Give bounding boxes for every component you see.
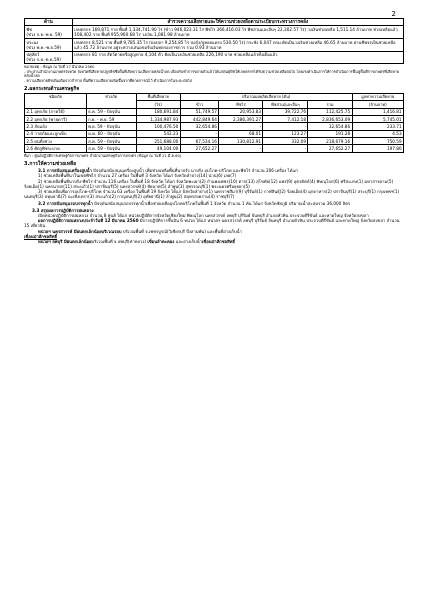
dam-name: เขื่อนป่าสักชลสิทธิ์ xyxy=(24,233,58,239)
header-value-unit: (ล้านบาท) xyxy=(352,101,403,108)
paragraph-text: บริเวณพื้นที่ จ.เพชรบูรณ์(วิเชียรบุรี บึงสามพัน) และพื้นที่อ่างเก็บน้ำ xyxy=(121,228,242,234)
header-aspect: ด้าน xyxy=(25,19,73,26)
rain-status: มีฝนตกเล็กน้อย xyxy=(63,238,92,244)
table-cell-rice: 27,652.27 xyxy=(180,145,219,152)
table-cell-period: ส.ค. 59 - ปัจจุบัน xyxy=(86,145,136,152)
table-cell-area: 49,104.00 xyxy=(136,145,180,152)
table-cell-area: 100,476.50 xyxy=(136,123,180,130)
table-cell-total: 32,654.86 xyxy=(308,123,352,130)
table-cell-period: ม.ค. 60 - ปัจจุบัน xyxy=(86,130,136,137)
economic-impact-table xyxy=(24,93,404,153)
note-line: หมายเหตุ : ข้อมูล ณ วันที่ 17 มีนาคม 2560 xyxy=(24,65,95,70)
header-area-unit: (ไร่) xyxy=(136,101,180,108)
unit-name: หน่วยฯ ลพบุรี xyxy=(38,238,64,244)
table-row xyxy=(25,130,404,137)
header-period: ช่วงภัย xyxy=(86,93,136,108)
table-cell-total: 27,652.27 xyxy=(308,145,352,152)
table-cell-total: 218,679.16 xyxy=(308,138,352,145)
row-period: (ช่วง ก.ย.-ต.ค.59) xyxy=(26,57,61,63)
header-garden: พืชสวน/และอื่นๆ xyxy=(263,101,308,108)
table-cell-value: 1,416.81 xyxy=(352,108,403,115)
table-cell-period: ธ.ค. 59 - ปัจจุบัน xyxy=(86,108,136,115)
table-row xyxy=(25,26,404,39)
table-row xyxy=(25,123,404,130)
table-cell-field: - xyxy=(219,123,263,130)
table-cell-value: 4.53 xyxy=(352,130,403,137)
table-cell-rice: 51,749.57 xyxy=(180,108,219,115)
economic-table-body xyxy=(25,108,404,152)
paragraph-text: ปัจจุบันสนับสนุนรถบรรทุกน้ำเพื่อช่วยเหลืออุปโภคบริโภคในพื้นที่ 1 จังหวัด จำนวน 1 คัน ได้แก่ จังหวัดชัยภูมิ ปริมาณน้ำสะสมรวม 36,000 ลิตร xyxy=(92,200,351,206)
table-cell-type: 2.5 ฝนทิ้งช่วง xyxy=(25,138,87,145)
header-type: ชนิดภัย xyxy=(25,93,87,108)
list-item: 1) ช่วยเหลือพื้นที่นาในเขตพืชไร่ จำนวน 27 เครื่อง ในพื้นที่ 3 จังหวัด ได้แก่ จังหวัดลำปาง(14) น่าน(6) เลย(7) xyxy=(38,173,237,179)
header-qty: ปริมาณผลผลิตเสียหาย (ตัน) xyxy=(180,93,352,100)
table-cell-area: 542.23 xyxy=(136,130,180,137)
section-3-heading: 3.การให้ความช่วยเหลือ xyxy=(24,161,77,168)
list-item: 3) ช่วยเหลือเพื่อการอุปโภค-บริโภค จำนวน 63 เครื่อง ในพื้นที่ 19 จังหวัด ได้แก่ จังหวัดลำปาง(1) นครราชสีมา(9) บุรีรัมย์(1) กาฬสินธุ์(2) ร้อยเอ็ด(4) มุกดาหาร(2) ปราจีนบุรี(1) สระบุรี(1) กรุงเทพฯ(1) นนทบุรี(3) ปทุมธานี(7) ฉะเชิงเทรา(3) สระแก้ว(2) กาญจนบุรี(2) อุทัยธานี(1) ลำพูน(2) สมุทรสงคราม(4) ราชบุรี(7) xyxy=(24,189,400,200)
table-cell-garden: 39,722.76 xyxy=(263,108,308,115)
paragraph-rainmaking-result xyxy=(24,218,404,228)
table-cell-garden: - xyxy=(263,145,308,152)
subheading-3-1: 3.1 การสนับสนุนเครื่องสูบน้ำ xyxy=(38,168,92,174)
row-text: เกษตรกร 81 ราย สัตว์ตายหรือสูญหาย 4,104 ตัว คิดเป็นวงเงินช่วยเหลือ 226,190 บาท ช่วยเหลือแล้วทั้งเต็มแล้ว xyxy=(72,51,403,64)
row-label: ปศุสัตว์ xyxy=(26,52,40,58)
paragraph-text: เปิดหน่วยปฏิบัติการฝนหลวง จำนวน 8 ศูนย์ ได้แก่ หน่วยปฏิบัติการจังหวัดเชียงใหม่ พิษณุโลก นครสวรรค์ ลพบุรี บุรีรัมย์ จันทบุรี อำเภอหัวหิน ประจวบคีรีขันธ์ และหาดใหญ่ จังหวัดสงขลา xyxy=(38,212,369,218)
table-row xyxy=(25,115,404,122)
result-date: ผลการปฏิบัติการฝนหลวงประจำวันที่ 12 มีนาคม 2560 xyxy=(38,218,139,224)
list-item: 2) ช่วยเหลือพื้นที่นาปรัง-พืชไร่ จำนวน 116 เครื่อง ในพื้นที่ 18 จังหวัด ได้แก่ จังหวัดพะเยา(2) กำแพงเพชร(10) ตาก(13) สุโขทัย(12) แพร่(9) อุตรดิตถ์(4) พิษณุโลก(6) ศรีสะเกษ(1) มหาสารคาม(5) ร้อยเอ็ด(1) นครนายก(11) สระแก้ว(1) ปราจีนบุรี(5) นครสวรรค์(4) ชัยนาท(5) ลำพูน(3) สุพรรณบุรี(1) พระนครศรีอยุธยา(5) xyxy=(24,178,394,189)
table-cell-type: 2.2 อุทกภัย (พายุดาวี) xyxy=(25,115,87,122)
unit-name: หน่วยฯ นครสวรรค์ xyxy=(38,228,74,234)
paragraph-lopburi xyxy=(24,239,404,244)
row-label: พืช xyxy=(26,26,32,32)
row-period: (ช่วง ก.ย.-พ.ย. 59) xyxy=(26,32,62,38)
paragraph-3-2 xyxy=(24,201,404,206)
table-cell-type: 2.1 อุทกภัย (ภาคใต้) xyxy=(25,108,87,115)
row-label: ประมง xyxy=(26,39,39,45)
dam-name: เขื่อนลำตะคอง xyxy=(147,238,175,244)
table-notes xyxy=(24,65,404,83)
table-cell-type: 2.6 ศัตรูพืชระบาด xyxy=(25,145,87,152)
section-2-heading: 2.ผลกระทบด้านเศรษฐกิจ xyxy=(24,85,80,92)
header-rice: ข้าว xyxy=(180,101,219,108)
header-total: รวม xyxy=(308,101,352,108)
table-cell-period: ส.ค. 59 - ปัจจุบัน xyxy=(86,138,136,145)
table-cell-rice: 32,654.86 xyxy=(180,123,219,130)
table-cell-field: 130,812.91 xyxy=(219,138,263,145)
table-row xyxy=(25,38,404,51)
rain-status: มีฝนตกเล็กน้อยบริเวณรอบ xyxy=(73,228,122,234)
table-cell-garden: - xyxy=(263,123,308,130)
subheading-3-3: 3.3 สรุปผลการปฏิบัติการฝนหลวง xyxy=(32,207,94,213)
table-cell-field: 68.01 xyxy=(219,130,263,137)
page-content xyxy=(24,18,404,244)
subheading-3-2: 3.2 การสนับสนุนรถบรรทุกน้ำ xyxy=(38,200,93,206)
table-cell-value: 233.71 xyxy=(352,123,403,130)
table-cell-area: 1,334,987.93 xyxy=(136,115,180,122)
dam-name: เขื่อนป่าสักชลสิทธิ์ xyxy=(201,238,235,244)
row-period: (ช่วง พ.ค.-พ.ย.59) xyxy=(26,44,62,50)
table-cell-total: 2,836,653.09 xyxy=(308,115,352,122)
paragraph-text: มีการปฏิบัติการขึ้นบิน 6 หน่วย ได้แก่ หน่วยฯ นครสวรรค์ ลพบุรี บุรีรัมย์ จันทบุรี อำเภอหัวหิน ประจวบคีรีขันธ์ และหาดใหญ่ จังหวัดสงขลา จำนวน 15 เที่ยวบิน xyxy=(24,218,400,229)
table-cell-value: 5,745.01 xyxy=(352,115,403,122)
row-text: เกษตรกร 8,521 ราย พื้นที่ 9,785.35 ไร่ (บ่อปลา 9,254.85 ไร่ บ่อกุ้ง/ปูหอยแครง 530.50 ไร่) กระชัง 6,047 ตรม.คิดเป็นวงเงินช่วยเหลือ 46.65 ล้านบาท ผ่านชีพจรเป็นช่วยเหลือแล้ว 45.72 ล้านบาท อยู่ระหว่างเสนอขอรับเงินทดรองราชการ รวม 0.93 ล้านบาท xyxy=(72,38,403,51)
note-line: - ความเสียหายพืชเพิ่มเติมจากสำรวจ พื้นที่ความเสียหายเพิ่มขึ้นจากที่คาดการณ์ไว้ ดำเนินการในระยะต่อไป xyxy=(24,78,193,83)
table-cell-garden: 332.09 xyxy=(263,138,308,145)
table-cell-total: 112,425.75 xyxy=(308,108,352,115)
table-row xyxy=(25,51,404,64)
table-row xyxy=(25,145,404,152)
table-cell-value: 750.59 xyxy=(352,138,403,145)
paragraph-text: บริเวณพื้นที่ จ.ลพบุรี(ท่าหลวง) xyxy=(91,238,148,244)
table-source: ที่มา : ศูนย์ปฏิบัติการเศรษฐกิจการเกษตร สำนักงานเศรษฐกิจการเกษตร (ข้อมูล ณ วันที่ 21 มี.ค.60) xyxy=(24,153,182,158)
table-cell-rice: - xyxy=(180,130,219,137)
table-row xyxy=(25,108,404,115)
table-cell-rice: 67,534.16 xyxy=(180,138,219,145)
table-row xyxy=(25,138,404,145)
note-line: - ประสานสำนักงานเกษตรจังหวัด จังหวัดที่เสียหายปลูกพืชซึ่งพื้นที่เกิดความเสียหายหลังน้ำลด เพื่อปรับทำการขยายตัวแล้วได้แก่พันธุ์พืชให้เกษตรกรได้รับความช่วยเหลือต่อไป โดยเร่งดำเนินการให้การดำเนินการฟื้นฟูพื้นที่การเกษตรที่เสียหายหลังน้ำลด xyxy=(24,69,400,79)
table-cell-period: พ.ย. 59 - ปัจจุบัน xyxy=(86,123,136,130)
table-cell-value: 197.86 xyxy=(352,145,403,152)
table-cell-total: 191.28 xyxy=(308,130,352,137)
header-survey: สำรวจความเสียหายและให้ความช่วยเหลือตามระเบียบกระทรวงการคลัง xyxy=(72,19,403,26)
table-cell-area: 251,688.00 xyxy=(136,138,180,145)
page-number: 2 xyxy=(391,10,396,18)
table-cell-period: ก.ย. - พ.ย. 59 xyxy=(86,115,136,122)
table-cell-garden: 7,412.18 xyxy=(263,115,308,122)
table-cell-type: 2.3 ภัยแล้ง xyxy=(25,123,87,130)
table-cell-field: - xyxy=(219,145,263,152)
table-cell-rice: 442,849.64 xyxy=(180,115,219,122)
table-cell-type: 2.4 วาตภัยและลูกเห็บ xyxy=(25,130,87,137)
header-area: พื้นที่เสียหาย xyxy=(136,93,180,100)
table-cell-field: 2,386,391.27 xyxy=(219,115,263,122)
table-cell-garden: 123.27 xyxy=(263,130,308,137)
assistance-table xyxy=(24,18,404,64)
paragraph-text: ปัจจุบันสนับสนุนเครื่องสูบน้ำ เพื่อช่วยเหลือพื้นที่นาปรัง นาปรัง อุปโภค-บริโภค และพืชไร่ จำนวน 206 เครื่อง ได้แก่ xyxy=(91,168,298,174)
table-cell-area: 180,691.84 xyxy=(136,108,180,115)
header-field: พืชไร่ xyxy=(219,101,263,108)
header-value: มูลค่าความเสียหาย xyxy=(352,93,403,100)
table-cell-field: 20,953.83 xyxy=(219,108,263,115)
row-text: เกษตรกร 169,871 ราย พื้นที่ 1,334,741.90 ไร่ (ข้าว 946,023.31 ไร่ พืชไร่ 366,416.03 ไร่ พืชสวนและอื่นๆ 22,302.57 ไร่) วงเงินช่วยเหลือ 1,511.14 ล้านบาท ช่วยเหลือแล้ว 108,402 ราย พื้นที่ 955,960.68 ไร่ วงเงิน 1,081.98 ล้านบาท xyxy=(72,26,403,39)
paragraph-text: และอ่างเก็บน้ำ xyxy=(174,238,202,244)
